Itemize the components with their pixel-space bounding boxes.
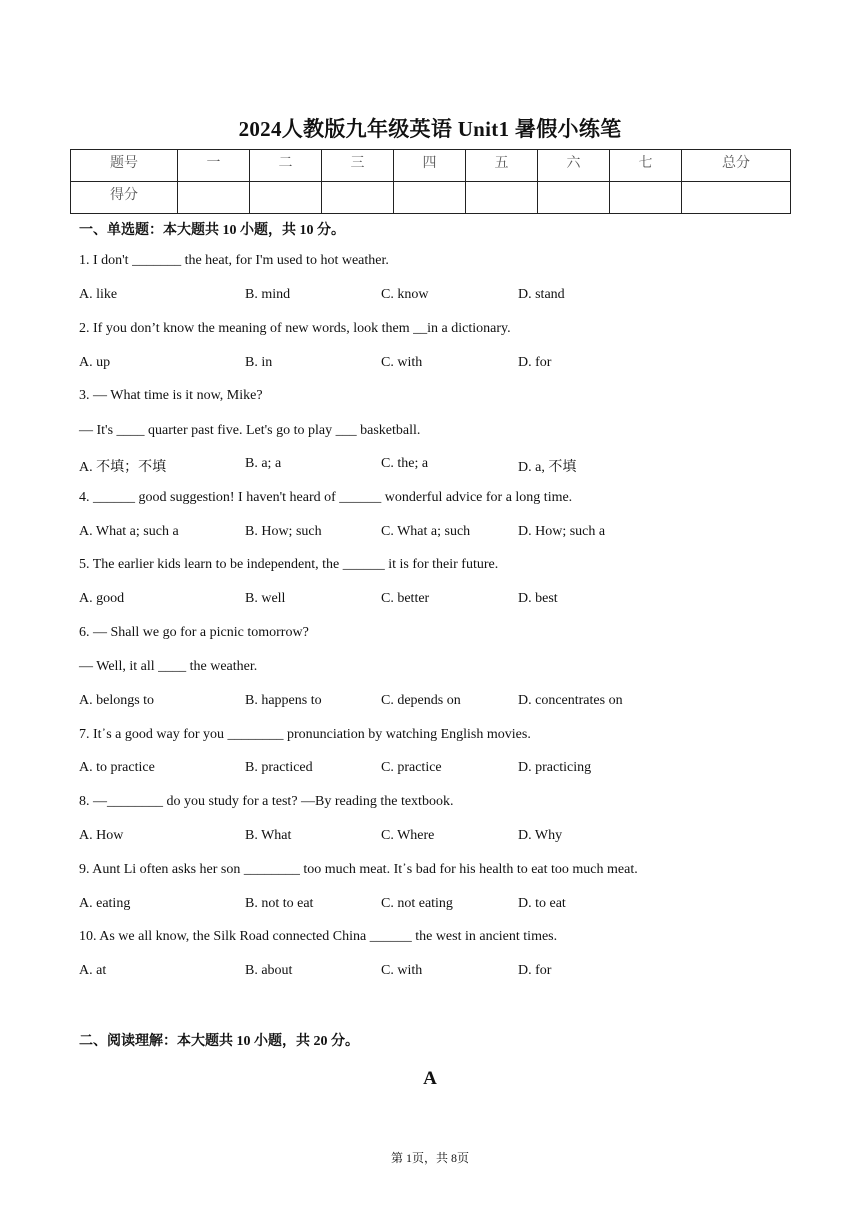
q1-option-c: C. know bbox=[381, 287, 429, 302]
q9-option-c: C. not eating bbox=[381, 896, 453, 911]
section-1-title: 一、单选题：本大题共 10 小题，共 10 分。 bbox=[79, 223, 345, 238]
question-6-line-2: — Well, it all ____ the weather. bbox=[79, 659, 258, 674]
q7-option-a: A. to practice bbox=[79, 760, 155, 775]
score-cell bbox=[538, 182, 610, 214]
q1-option-a: A. like bbox=[79, 287, 118, 302]
question-3-line-2: — It's ____ quarter past five. Let's go to play ___ basketball. bbox=[79, 423, 421, 438]
score-header-cell: 题号 bbox=[71, 150, 178, 182]
q9-option-d: D. to eat bbox=[518, 896, 566, 911]
q7-option-d: D. practicing bbox=[518, 760, 592, 775]
question-9: 9. Aunt Li often asks her son ________ too much meat. It᾿s bad for his health to eat too much meat. bbox=[79, 862, 638, 877]
q1-option-b: B. mind bbox=[245, 287, 291, 302]
score-cell bbox=[610, 182, 682, 214]
score-header-cell: 总分 bbox=[682, 150, 791, 182]
section-2-title: 二、阅读理解：本大题共 10 小题，共 20 分。 bbox=[79, 1034, 359, 1049]
q9-option-b: B. not to eat bbox=[245, 896, 314, 911]
score-cell bbox=[394, 182, 466, 214]
q7-option-c: C. practice bbox=[381, 760, 442, 775]
q10-option-c: C. with bbox=[381, 963, 423, 978]
q8-option-a: A. How bbox=[79, 828, 124, 843]
score-cell bbox=[466, 182, 538, 214]
q4-option-a: A. What a; such a bbox=[79, 524, 179, 539]
score-table bbox=[70, 149, 791, 214]
question-6: 6. — Shall we go for a picnic tomorrow? bbox=[79, 625, 309, 640]
score-cell bbox=[322, 182, 394, 214]
q5-option-a: A. good bbox=[79, 591, 125, 606]
q5-option-c: C. better bbox=[381, 591, 430, 606]
q2-option-b: B. in bbox=[245, 355, 273, 370]
q10-option-d: D. for bbox=[518, 963, 552, 978]
page-footer: 第 1页，共 8页 bbox=[390, 1151, 469, 1165]
q3-option-c: C. the; a bbox=[381, 456, 429, 471]
score-header-cell: 六 bbox=[538, 150, 610, 182]
score-row-label: 得分 bbox=[71, 182, 178, 214]
q5-option-d: D. best bbox=[518, 591, 558, 606]
q10-option-b: B. about bbox=[245, 963, 293, 978]
score-header-cell: 二 bbox=[250, 150, 322, 182]
q9-option-a: A. eating bbox=[79, 896, 131, 911]
q5-option-b: B. well bbox=[245, 591, 286, 606]
q6-option-d: D. concentrates on bbox=[518, 693, 623, 708]
score-header-cell: 七 bbox=[610, 150, 682, 182]
q4-option-d: D. How; such a bbox=[518, 524, 606, 539]
q6-option-b: B. happens to bbox=[245, 693, 322, 708]
passage-label: A bbox=[423, 1068, 437, 1089]
score-cell bbox=[682, 182, 791, 214]
q10-option-a: A. at bbox=[79, 963, 107, 978]
question-1: 1. I don't _______ the heat, for I'm used to hot weather. bbox=[79, 253, 389, 268]
score-table-score-row bbox=[71, 182, 791, 214]
q7-option-b: B. practiced bbox=[245, 760, 313, 775]
q6-option-c: C. depends on bbox=[381, 693, 461, 708]
q2-option-c: C. with bbox=[381, 355, 423, 370]
question-4: 4. ______ good suggestion! I haven't heard of ______ wonderful advice for a long time. bbox=[79, 490, 573, 505]
q8-option-c: C. Where bbox=[381, 828, 435, 843]
score-header-cell: 五 bbox=[466, 150, 538, 182]
q3-option-d: D. a, 不填 bbox=[518, 460, 577, 475]
score-table-header-row bbox=[71, 150, 791, 182]
question-2: 2. If you don’t know the meaning of new words, look them __in a dictionary. bbox=[79, 321, 511, 336]
q8-option-d: D. Why bbox=[518, 828, 563, 843]
question-5: 5. The earlier kids learn to be independent, the ______ it is for their future. bbox=[79, 557, 499, 572]
question-7: 7. It᾿s a good way for you ________ pronunciation by watching English movies. bbox=[79, 727, 531, 742]
q1-option-d: D. stand bbox=[518, 287, 565, 302]
question-8: 8. —________ do you study for a test? —By reading the textbook. bbox=[79, 794, 454, 809]
page-title: 2024人教版九年级英语 Unit1 暑假小练笔 bbox=[238, 117, 622, 141]
q3-option-b: B. a; a bbox=[245, 456, 282, 471]
q4-option-b: B. How; such bbox=[245, 524, 322, 539]
q3-option-a: A. 不填；不填 bbox=[79, 460, 167, 475]
q2-option-a: A. up bbox=[79, 355, 111, 370]
score-cell bbox=[178, 182, 250, 214]
q6-option-a: A. belongs to bbox=[79, 693, 155, 708]
question-10: 10. As we all know, the Silk Road connected China ______ the west in ancient times. bbox=[79, 929, 558, 944]
question-3: 3. — What time is it now, Mike? bbox=[79, 388, 263, 403]
q4-option-c: C. What a; such bbox=[381, 524, 471, 539]
score-header-cell: 三 bbox=[322, 150, 394, 182]
score-cell bbox=[250, 182, 322, 214]
q8-option-b: B. What bbox=[245, 828, 292, 843]
score-header-cell: 四 bbox=[394, 150, 466, 182]
q2-option-d: D. for bbox=[518, 355, 552, 370]
score-header-cell: 一 bbox=[178, 150, 250, 182]
